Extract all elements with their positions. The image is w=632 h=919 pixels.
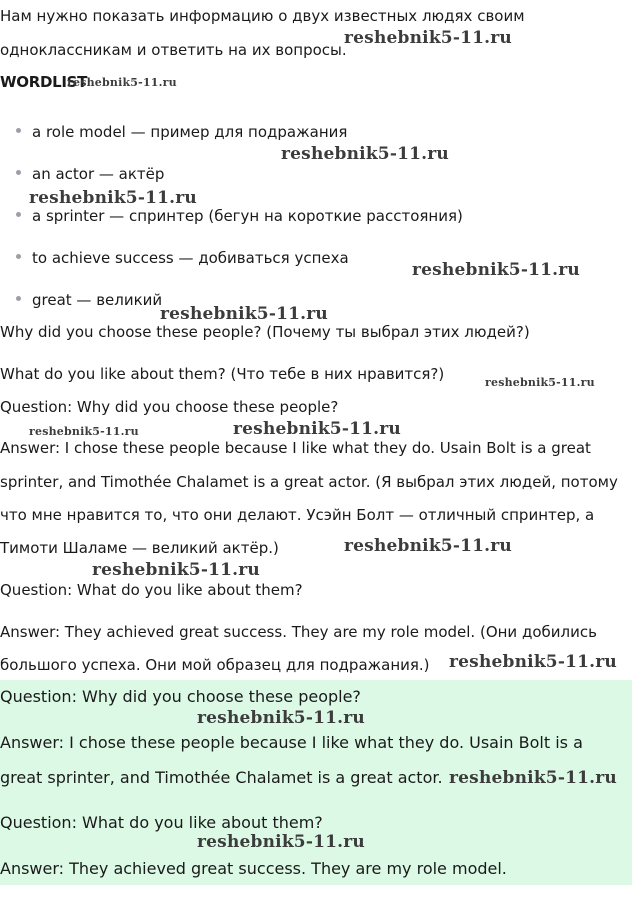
wordlist-item: great — великий <box>16 290 162 310</box>
wordlist-heading: WORDLIST <box>0 73 88 91</box>
bullet-icon <box>16 170 21 175</box>
dialog-answer-1: Answer: I chose these people because I like what they do. Usain Bolt is a great <box>0 439 591 457</box>
intro-line-1: Нам нужно показать информацию о двух известных людях своим <box>0 7 525 25</box>
watermark: reshebnik5-11.ru <box>160 304 328 324</box>
watermark: reshebnik5-11.ru <box>29 188 197 208</box>
question-prompt-2: What do you like about them? (Что тебе в них нравится?) <box>0 365 445 383</box>
answer-box-question-1: Question: Why did you choose these people? <box>0 687 361 706</box>
dialog-answer-1: что мне нравится то, что они делают. Усэйн Болт — отличный спринтер, а <box>0 506 595 524</box>
watermark: reshebnik5-11.ru <box>344 536 512 556</box>
bullet-icon <box>16 128 21 133</box>
bullet-icon <box>16 296 21 301</box>
watermark: reshebnik5-11.ru <box>197 832 365 852</box>
bullet-icon <box>16 212 21 217</box>
dialog-answer-2: Answer: They achieved great success. They are my role model. (Они добились <box>0 623 597 641</box>
dialog-question-1: Question: Why did you choose these people? <box>0 398 339 416</box>
dialog-answer-1: sprinter, and Timothée Chalamet is a great actor. (Я выбрал этих людей, потому <box>0 473 618 491</box>
answer-box-answer-1: great sprinter, and Timothée Chalamet is a great actor. <box>0 768 443 787</box>
intro-line-2: одноклассникам и ответить на их вопросы. <box>0 41 347 59</box>
answer-box-answer-1: Answer: I chose these people because I like what they do. Usain Bolt is a <box>0 733 583 752</box>
watermark: reshebnik5-11.ru <box>92 560 260 580</box>
dialog-answer-2: большого успеха. Они мой образец для подражания.) <box>0 656 430 674</box>
watermark: reshebnik5-11.ru <box>344 28 512 48</box>
answer-box-answer-2: Answer: They achieved great success. They are my role model. <box>0 859 507 878</box>
answer-box-question-2: Question: What do you like about them? <box>0 813 323 832</box>
wordlist-item: a role model — пример для подражания <box>16 122 347 142</box>
watermark: reshebnik5-11.ru <box>449 652 617 672</box>
watermark: reshebnik5-11.ru <box>233 419 401 439</box>
watermark: reshebnik5-11.ru <box>485 376 595 389</box>
question-prompt-1: Why did you choose these people? (Почему ты выбрал этих людей?) <box>0 323 530 341</box>
watermark: reshebnik5-11.ru <box>29 425 139 438</box>
watermark: reshebnik5-11.ru <box>67 76 177 89</box>
bullet-icon <box>16 254 21 259</box>
watermark: reshebnik5-11.ru <box>281 144 449 164</box>
watermark: reshebnik5-11.ru <box>412 260 580 280</box>
wordlist-item: an actor — актёр <box>16 164 164 184</box>
watermark: reshebnik5-11.ru <box>449 768 617 788</box>
watermark: reshebnik5-11.ru <box>197 708 365 728</box>
wordlist-item: to achieve success — добиваться успеха <box>16 248 349 268</box>
dialog-question-2: Question: What do you like about them? <box>0 581 303 599</box>
dialog-answer-1: Тимоти Шаламе — великий актёр.) <box>0 539 279 557</box>
wordlist-item: a sprinter — спринтер (бегун на короткие расстояния) <box>16 206 463 226</box>
